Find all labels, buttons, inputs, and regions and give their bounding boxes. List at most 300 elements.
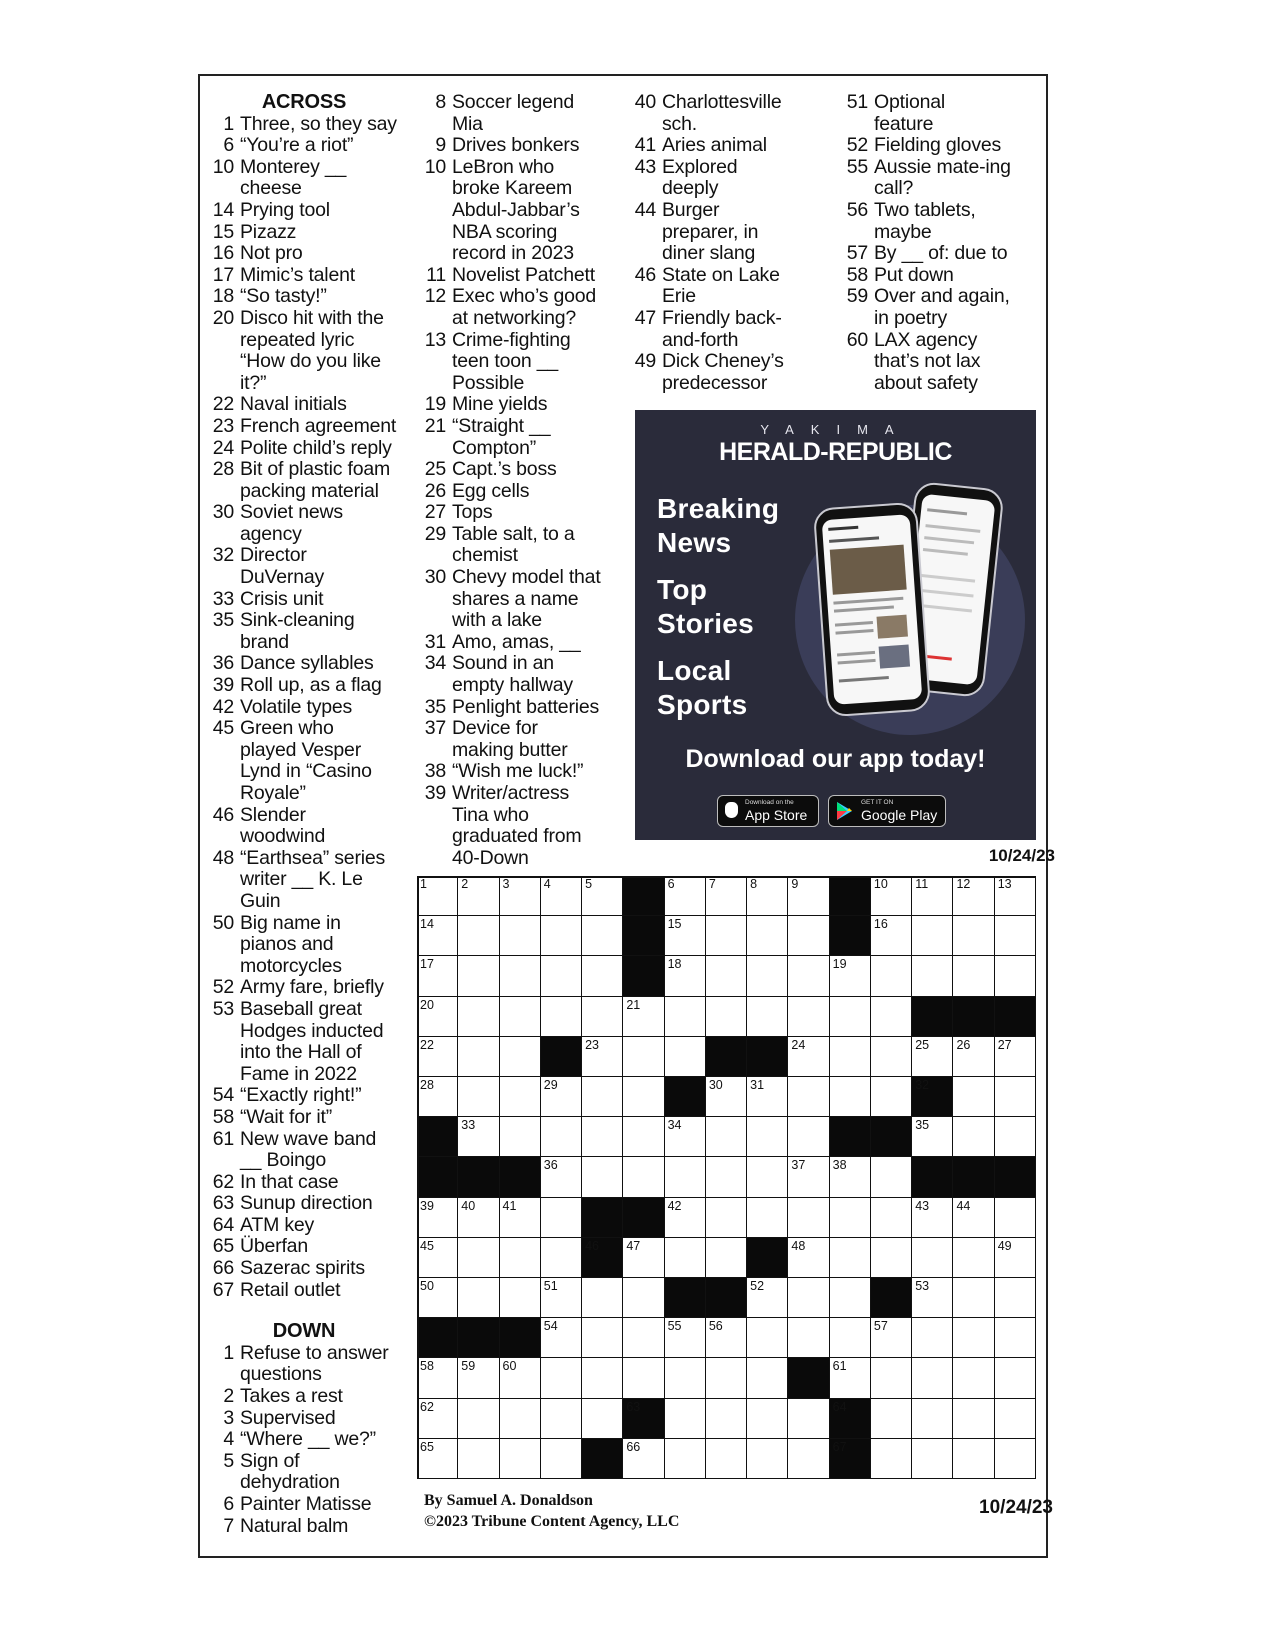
grid-cell[interactable] [830,1358,871,1398]
grid-cell[interactable] [953,1077,994,1117]
grid-cell[interactable] [830,1318,871,1358]
grid-cell[interactable] [788,1037,829,1077]
grid-cell[interactable] [541,1439,582,1479]
grid-cell[interactable] [458,876,499,916]
grid-cell[interactable] [665,876,706,916]
grid-cell[interactable] [706,1399,747,1439]
app-store-button[interactable] [717,795,819,827]
grid-cell[interactable] [788,1198,829,1238]
grid-cell[interactable] [995,1439,1036,1479]
clue-number: 12 [424,285,446,308]
cell-number: 2 [461,877,469,891]
grid-cell[interactable] [871,876,912,916]
clue-number: 51 [846,91,868,113]
grid-cell[interactable] [747,1157,788,1197]
grid-cell[interactable] [830,997,871,1037]
clue-item [206,697,411,719]
grid-block [830,1439,871,1479]
grid-cell[interactable] [871,1077,912,1117]
grid-cell[interactable] [788,1439,829,1479]
grid-cell[interactable] [665,1157,706,1197]
clue-item [206,977,411,999]
grid-cell[interactable] [871,956,912,996]
grid-cell[interactable] [582,916,623,956]
clue-number: 23 [212,414,234,437]
clue-line: New wave band [240,1127,377,1150]
grid-cell[interactable] [912,1037,953,1077]
clue-line: with a lake [452,609,542,632]
clue-text [874,286,1045,329]
grid-cell[interactable] [830,1077,871,1117]
grid-cell[interactable] [582,1358,623,1398]
grid-cell[interactable] [706,1358,747,1398]
grid-cell[interactable] [830,1198,871,1238]
grid-cell[interactable] [830,956,871,996]
grid-cell[interactable] [912,876,953,916]
grid-cell[interactable] [871,1358,912,1398]
grid-cell[interactable] [788,876,829,916]
clue-line: predecessor [662,371,768,394]
grid-cell[interactable] [871,1399,912,1439]
clue-number: 62 [212,1170,234,1193]
grid-cell[interactable] [665,1117,706,1157]
grid-cell[interactable] [706,916,747,956]
grid-cell[interactable] [912,916,953,956]
clue-text [240,1085,411,1107]
clue-text [452,416,618,459]
clue-item [418,92,618,135]
grid-cell[interactable] [541,1278,582,1318]
grid-cell[interactable] [788,997,829,1037]
grid-cell[interactable] [706,876,747,916]
clue-line: NBA scoring [452,220,558,243]
grid-cell[interactable] [541,1358,582,1398]
clue-text [452,330,618,395]
grid-cell[interactable] [706,997,747,1037]
grid-cell[interactable] [665,1037,706,1077]
clue-item [206,999,411,1085]
grid-cell[interactable] [665,1238,706,1278]
grid-cell[interactable] [747,1198,788,1238]
cell-number: 54 [543,1319,558,1334]
grid-cell[interactable] [623,1117,664,1157]
grid-cell[interactable] [623,1358,664,1398]
clue-line: Guin [240,889,281,912]
grid-cell[interactable] [706,1157,747,1197]
grid-cell[interactable] [500,1399,541,1439]
ad-line-local: Local [657,655,732,686]
grid-cell[interactable] [458,1198,499,1238]
clue-line: Egg cells [452,479,530,502]
clue-number: 18 [212,285,234,308]
clue-number: 49 [634,350,656,373]
cell-number: 50 [420,1279,434,1293]
clue-line: Dance syllables [240,652,374,675]
grid-cell[interactable] [500,1198,541,1238]
cell-number: 6 [667,877,675,891]
clue-line: packing material [240,479,379,502]
clue-line: Mine yields [452,393,548,416]
grid-cell[interactable] [830,1157,871,1197]
cell-number: 34 [667,1118,682,1133]
clue-number: 45 [212,717,234,740]
grid-cell[interactable] [500,1439,541,1479]
grid-cell[interactable] [788,1318,829,1358]
grid-cell[interactable] [912,1318,953,1358]
clue-text [662,265,833,308]
clue-line: 40-Down [452,846,529,869]
grid-cell[interactable] [458,1399,499,1439]
clue-line: Penlight batteries [452,695,600,718]
grid-cell[interactable] [417,876,458,916]
grid-cell[interactable] [500,1037,541,1077]
cell-number: 51 [543,1279,558,1293]
grid-cell[interactable] [747,997,788,1037]
grid-cell[interactable] [912,1358,953,1398]
clue-item [206,1408,411,1430]
clue-line: Device for [452,717,538,740]
grid-cell[interactable] [912,1238,953,1278]
grid-cell[interactable] [706,1117,747,1157]
grid-cell[interactable] [541,1157,582,1197]
grid-cell[interactable] [912,1439,953,1479]
grid-cell[interactable] [995,1077,1036,1117]
grid-cell[interactable] [871,1157,912,1197]
grid-cell[interactable] [541,1198,582,1238]
grid-cell[interactable] [788,1157,829,1197]
grid-cell[interactable] [953,1037,994,1077]
clue-item [206,653,411,675]
grid-cell[interactable] [500,916,541,956]
clue-item [206,718,411,804]
grid-cell[interactable] [871,1318,912,1358]
grid-cell[interactable] [417,1439,458,1479]
clue-line: Sazerac spirits [240,1257,365,1280]
grid-cell[interactable] [541,956,582,996]
grid-cell[interactable] [500,876,541,916]
grid-block [417,1157,458,1197]
grid-cell[interactable] [747,1077,788,1117]
grid-cell[interactable] [665,956,706,996]
grid-cell[interactable] [458,1077,499,1117]
grid-cell[interactable] [953,876,994,916]
grid-block [458,1318,499,1358]
grid-cell[interactable] [582,997,623,1037]
clue-text [240,157,411,200]
google-play-button[interactable] [828,795,946,827]
clue-text [240,243,411,265]
grid-cell[interactable] [747,1278,788,1318]
grid-cell[interactable] [747,1318,788,1358]
grid-cell[interactable] [582,956,623,996]
grid-cell[interactable] [665,916,706,956]
grid-cell[interactable] [953,1439,994,1479]
grid-cell[interactable] [623,1278,664,1318]
grid-cell[interactable] [417,1238,458,1278]
grid-cell[interactable] [912,1278,953,1318]
clue-number: 38 [424,760,446,783]
grid-cell[interactable] [995,956,1036,996]
grid-cell[interactable] [500,997,541,1037]
grid-cell[interactable] [665,997,706,1037]
grid-cell[interactable] [953,916,994,956]
grid-cell[interactable] [458,1358,499,1398]
grid-cell[interactable] [665,1399,706,1439]
grid-cell[interactable] [995,1358,1036,1398]
clue-number: 60 [846,328,868,351]
grid-cell[interactable] [458,956,499,996]
google-play-label: Google Play [861,807,938,823]
grid-cell[interactable] [417,1278,458,1318]
grid-cell[interactable] [458,997,499,1037]
grid-cell[interactable] [788,1117,829,1157]
grid-cell[interactable] [582,876,623,916]
clue-number: 10 [212,155,234,178]
clue-line: Aussie mate-ing [874,155,1011,178]
grid-cell[interactable] [912,1198,953,1238]
clue-line: Royale” [240,782,306,804]
clue-line: sch. [662,112,697,135]
clue-text [240,1172,411,1194]
grid-cell[interactable] [417,1037,458,1077]
grid-cell[interactable] [912,1399,953,1439]
grid-cell[interactable] [747,1358,788,1398]
grid-block [788,1358,829,1398]
grid-cell[interactable] [995,1278,1036,1318]
grid-cell[interactable] [417,916,458,956]
grid-block [953,1157,994,1197]
clue-text [240,589,411,611]
clue-line: broke Kareem [452,177,573,200]
cell-number: 61 [832,1359,847,1374]
grid-cell[interactable] [500,1238,541,1278]
grid-cell[interactable] [953,1238,994,1278]
grid-cell[interactable] [500,1358,541,1398]
clue-item [206,1258,411,1280]
grid-cell[interactable] [417,1077,458,1117]
clue-number: 66 [212,1257,234,1280]
grid-cell[interactable] [417,956,458,996]
grid-cell[interactable] [623,997,664,1037]
grid-cell[interactable] [995,1037,1036,1077]
clue-number: 24 [212,436,234,459]
grid-cell[interactable] [623,1157,664,1197]
grid-cell[interactable] [582,1318,623,1358]
crossword-grid[interactable] [417,876,1036,1479]
grid-cell[interactable] [953,1117,994,1157]
grid-cell[interactable] [871,916,912,956]
grid-cell[interactable] [541,1399,582,1439]
grid-cell[interactable] [706,1198,747,1238]
clue-item [206,135,411,157]
clue-item [418,783,618,869]
grid-cell[interactable] [995,916,1036,956]
clue-number: 4 [223,1428,234,1451]
grid-cell[interactable] [953,956,994,996]
grid-cell[interactable] [665,1358,706,1398]
grid-cell[interactable] [830,1278,871,1318]
grid-cell[interactable] [458,916,499,956]
grid-block [582,1439,623,1479]
grid-cell[interactable] [582,1037,623,1077]
grid-cell[interactable] [706,1318,747,1358]
grid-cell[interactable] [500,956,541,996]
grid-cell[interactable] [953,1318,994,1358]
clue-line: Crime-fighting [452,328,571,351]
grid-cell[interactable] [871,1037,912,1077]
clue-number: 67 [212,1278,234,1301]
grid-cell[interactable] [871,1198,912,1238]
grid-block [912,1077,953,1117]
grid-cell[interactable] [623,1077,664,1117]
grid-block [582,1198,623,1238]
clue-number: 30 [424,566,446,589]
clue-line: In that case [240,1170,339,1193]
grid-cell[interactable] [500,1278,541,1318]
grid-cell[interactable] [747,956,788,996]
cell-number: 11 [915,877,929,891]
grid-cell[interactable] [912,1117,953,1157]
clue-item [206,1236,411,1258]
grid-cell[interactable] [417,997,458,1037]
grid-cell[interactable] [458,1037,499,1077]
grid-cell[interactable] [623,1439,664,1479]
clue-line: Supervised [240,1406,336,1429]
grid-cell[interactable] [541,1238,582,1278]
grid-cell[interactable] [706,1439,747,1479]
grid-cell[interactable] [458,1439,499,1479]
grid-cell[interactable] [747,876,788,916]
grid-cell[interactable] [665,1198,706,1238]
grid-cell[interactable] [953,1358,994,1398]
grid-cell[interactable] [788,956,829,996]
grid-cell[interactable] [788,1278,829,1318]
clue-line: Exec who’s good [452,285,597,308]
grid-cell[interactable] [582,1278,623,1318]
grid-cell[interactable] [582,1157,623,1197]
grid-block [665,1077,706,1117]
clue-line: Possible [452,371,525,394]
grid-block [830,916,871,956]
grid-cell[interactable] [871,1439,912,1479]
clue-item [206,1172,411,1194]
clue-line: brand [240,630,289,653]
grid-cell[interactable] [995,1198,1036,1238]
grid-cell[interactable] [623,1238,664,1278]
grid-cell[interactable] [582,1399,623,1439]
grid-cell[interactable] [953,1198,994,1238]
cell-number: 49 [997,1238,1012,1253]
grid-cell[interactable] [747,1117,788,1157]
clue-text [452,459,618,481]
grid-cell[interactable] [953,1278,994,1318]
grid-cell[interactable] [788,916,829,956]
grid-cell[interactable] [706,1238,747,1278]
grid-cell[interactable] [458,1117,499,1157]
grid-cell[interactable] [417,1358,458,1398]
clue-line: Painter Matisse [240,1493,372,1515]
grid-cell[interactable] [871,1238,912,1278]
cell-number: 19 [832,957,847,972]
grid-cell[interactable] [458,1278,499,1318]
app-advertisement[interactable] [635,410,1036,840]
clue-text [240,1193,411,1215]
grid-cell[interactable] [665,1318,706,1358]
clue-item [418,653,618,696]
clue-number: 36 [212,652,234,675]
grid-cell[interactable] [541,1117,582,1157]
clue-line: Sunup direction [240,1192,373,1215]
cell-number: 46 [585,1238,599,1253]
grid-cell[interactable] [747,1439,788,1479]
grid-cell[interactable] [912,956,953,996]
grid-cell[interactable] [747,1399,788,1439]
grid-cell[interactable] [995,1399,1036,1439]
grid-cell[interactable] [541,1077,582,1117]
clue-line: empty hallway [452,674,573,697]
grid-cell[interactable] [541,876,582,916]
grid-cell[interactable] [500,1117,541,1157]
ad-line-stories: Stories [657,608,755,639]
clue-text [452,653,618,696]
grid-cell[interactable] [830,1037,871,1077]
cell-number: 47 [626,1238,641,1253]
grid-cell[interactable] [706,956,747,996]
grid-cell[interactable] [995,1117,1036,1157]
grid-cell[interactable] [417,1399,458,1439]
grid-cell[interactable] [417,1198,458,1238]
grid-cell[interactable] [995,1318,1036,1358]
grid-cell[interactable] [830,1238,871,1278]
grid-cell[interactable] [582,1117,623,1157]
cell-number: 30 [708,1078,723,1092]
grid-cell[interactable] [995,876,1036,916]
grid-cell[interactable] [953,1399,994,1439]
grid-cell[interactable] [582,1077,623,1117]
grid-cell[interactable] [747,916,788,956]
grid-cell[interactable] [541,997,582,1037]
grid-cell[interactable] [623,1318,664,1358]
clue-number: 27 [424,501,446,524]
clue-item [418,632,618,654]
clue-line: Soccer legend [452,91,575,113]
grid-cell[interactable] [541,916,582,956]
clue-text [240,114,411,136]
clue-text [874,157,1045,200]
clue-number: 5 [223,1449,234,1472]
clue-item [206,1386,411,1408]
cell-number: 59 [461,1359,476,1374]
clue-text [240,1451,411,1494]
grid-cell[interactable] [665,1439,706,1479]
app-store-label: App Store [745,807,808,823]
grid-cell[interactable] [871,997,912,1037]
grid-cell[interactable] [995,1238,1036,1278]
grid-cell[interactable] [500,1077,541,1117]
grid-cell[interactable] [788,1238,829,1278]
clue-line: Abdul-Jabbar’s [452,198,580,221]
grid-cell[interactable] [541,1318,582,1358]
clue-line: into the Hall of [240,1041,362,1064]
grid-cell[interactable] [788,1399,829,1439]
grid-cell[interactable] [623,1037,664,1077]
clue-number: 52 [212,976,234,999]
grid-cell[interactable] [458,1238,499,1278]
clue-line: call? [874,177,914,200]
grid-cell[interactable] [706,1077,747,1117]
clue-line: Not pro [240,242,303,265]
grid-cell[interactable] [788,1077,829,1117]
